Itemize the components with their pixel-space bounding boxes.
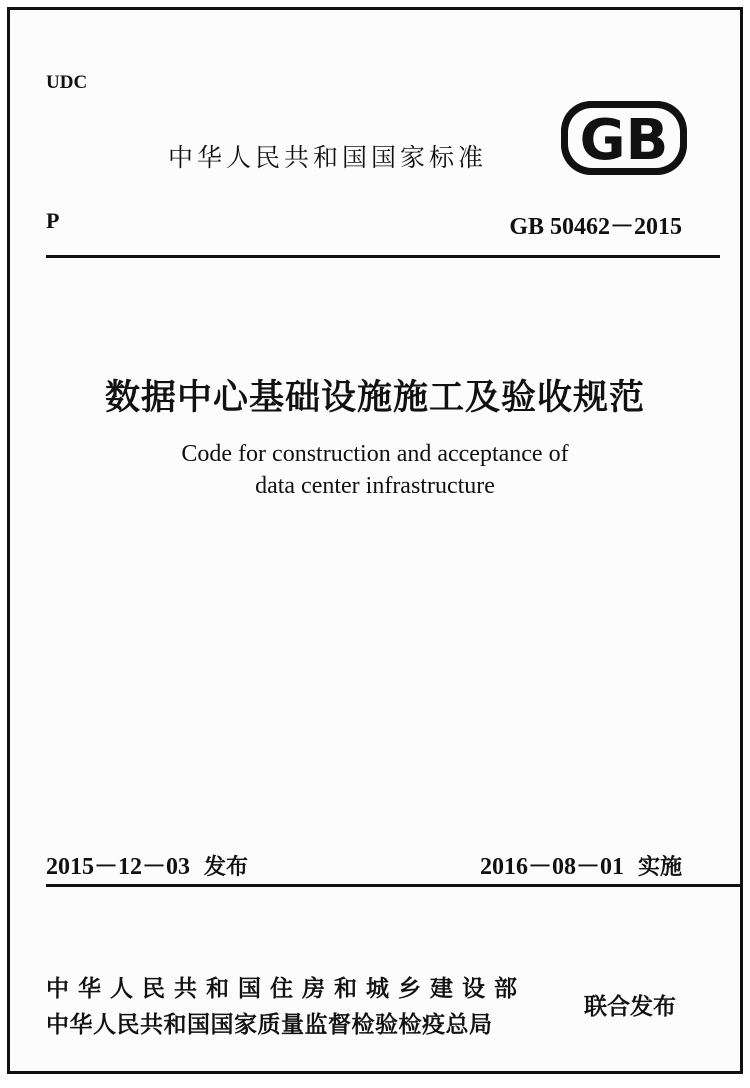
implement-label: 实施 [637, 855, 682, 880]
gb-logo [558, 98, 690, 178]
udc-label: UDC [46, 72, 88, 93]
classification-code: P [46, 208, 60, 233]
issue-date: 2015－12－03 [46, 854, 190, 880]
title-english-line1: Code for construction and acceptance of [181, 441, 569, 467]
standard-number: GB 50462－2015 [509, 214, 682, 240]
standard-type: 中华人民共和国国家标准 [168, 143, 488, 172]
gb-logo-text: GB [579, 108, 669, 173]
implement-date-block [480, 846, 682, 881]
authority-line2: 中华人民共和国国家质量监督检验检疫总局 [46, 1012, 493, 1038]
title-chinese: 数据中心基础设施施工及验收规范 [104, 377, 645, 418]
implement-date: 2016－08－01 [479, 854, 624, 880]
title-english-line2: data center infrastructure [255, 473, 495, 499]
authority-line1: 中华人民共和国住房和城乡建设部 [46, 976, 526, 1002]
top-divider [46, 255, 720, 258]
cover-page [7, 7, 743, 1074]
issue-date-block [46, 846, 248, 881]
issue-label: 发布 [204, 855, 249, 880]
title-english [10, 438, 740, 502]
gb-logo-icon [558, 98, 690, 178]
bottom-divider [46, 884, 740, 887]
joint-release-label: 联合发布 [584, 994, 676, 1020]
